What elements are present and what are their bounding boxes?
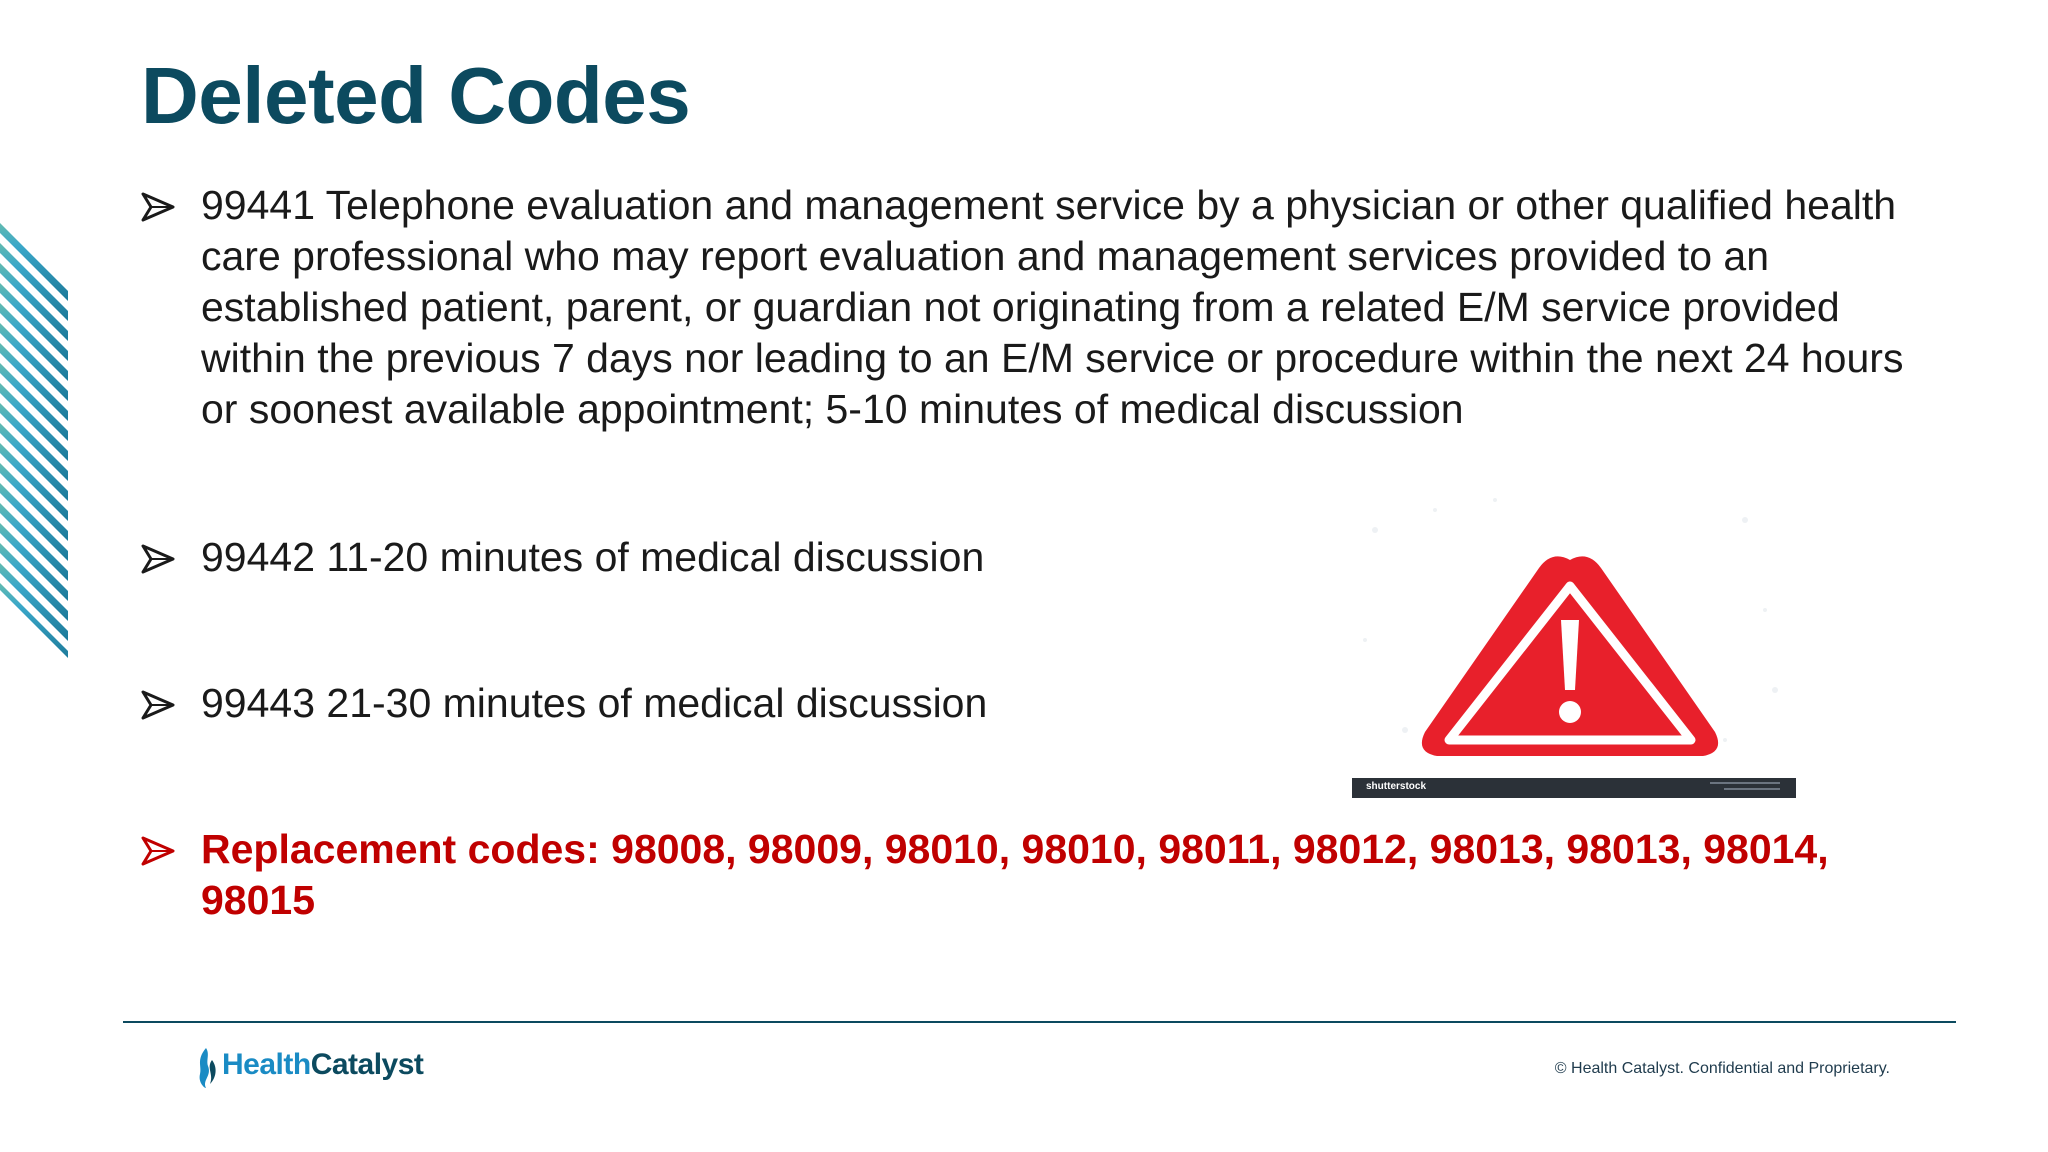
bullet-text: Replacement codes: 98008, 98009, 98010, 98010, 98011, 98012, 98013, 98013, 98014, 98015 — [201, 826, 1829, 923]
logo-word-health: Health — [222, 1048, 311, 1081]
arrow-bullet-icon — [141, 834, 175, 868]
watermark-bar — [1352, 778, 1796, 798]
decorative-stripes — [0, 218, 68, 658]
flame-icon — [192, 1046, 220, 1090]
copyright-notice: © Health Catalyst. Confidential and Proprietary. — [1554, 1060, 1890, 1077]
logo-word-catalyst: Catalyst — [310, 1048, 424, 1081]
bullet-text: 99443 21-30 minutes of medical discussion — [201, 680, 988, 726]
arrow-bullet-icon — [141, 688, 175, 722]
footer-divider — [123, 1021, 1956, 1023]
slide-title: Deleted Codes — [141, 51, 691, 140]
arrow-bullet-icon — [141, 542, 175, 576]
warning-triangle-icon — [1345, 490, 1795, 796]
arrow-bullet-icon — [141, 190, 175, 224]
bullet-text: 99441 Telephone evaluation and management service by a physician or other qualified health care professional who may report evaluation and management services provided to an established patient, parent, or guardian not originating from a related E/M service provided within the previous 7 days nor leading to an E/M service or procedure within the next 24 hours or soonest available appointment; 5-10 minutes of medical discussion — [201, 182, 1904, 432]
watermark-text: shutterstock — [1366, 781, 1427, 792]
bullet-text: 99442 11-20 minutes of medical discussion — [201, 534, 985, 580]
